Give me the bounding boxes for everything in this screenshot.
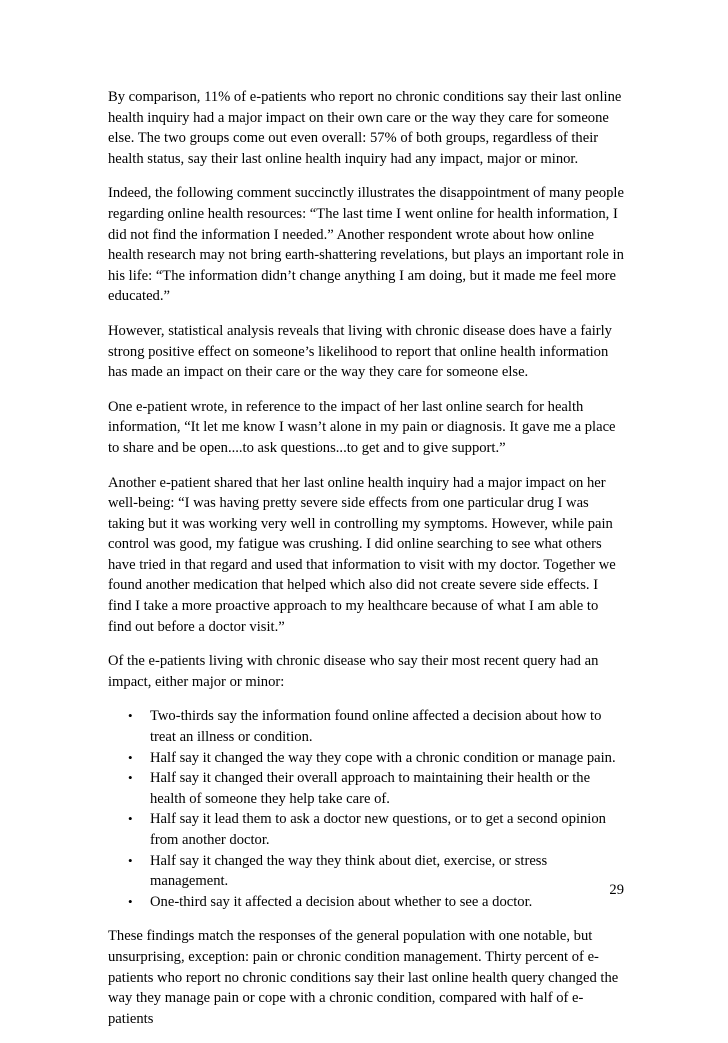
paragraph-bullet-intro: Of the e-patients living with chronic disease who say their most recent query had an impact, either major or minor:	[108, 653, 599, 690]
paragraph-side-effects-quote: Another e-patient shared that her last online health inquiry had a major impact on her well-being: “I was having pretty severe side effects from one particular drug I was taking but it was working very well in controlling my symptoms. However, while pain control was good, my fatigue was crushing. I did online searching to see what others have tried in that regard and used that information to visit with my doctor. Together we found another medication that helped which also did not create severe side effects. I find I take a more proactive approach to my healthcare because of what I am able to find out before a doctor visit.”	[108, 474, 616, 635]
list-item-text: Half say it changed the way they think about diet, exercise, or stress management.	[150, 852, 548, 890]
bullet-icon: •	[128, 770, 133, 786]
bullet-icon: •	[128, 708, 133, 724]
paragraph-statistical-analysis: However, statistical analysis reveals that living with chronic disease does have a fairly strong positive effect on someone’s likelihood to report that online health information has made an impact on their care or the way they care for someone else.	[108, 322, 612, 381]
list-item	[128, 768, 624, 809]
bullet-icon: •	[128, 893, 133, 909]
bullet-icon: •	[128, 852, 133, 868]
list-item-text: Two-thirds say the information found online affected a decision about how to treat an illness or condition.	[150, 708, 602, 746]
list-item-text: One-third say it affected a decision about whether to see a doctor.	[150, 893, 533, 910]
impact-bullet-list	[108, 706, 624, 912]
paragraph-disappointment: Indeed, the following comment succinctly illustrates the disappointment of many people regarding online health resources: “The last time I went online for health information, I did not find the information I needed.” Another respondent wrote about how online health research may not bring earth-shattering revelations, but plays an important role in his life: “The information didn’t change anything I am doing, but it made me feel more educated.”	[108, 185, 624, 305]
paragraph-comparison: By comparison, 11% of e-patients who report no chronic conditions say their last online health inquiry had a major impact on their own care or the way they care for someone else. The two groups come out even overall: 57% of both groups, regardless of their health status, say their last online health inquiry had any impact, major or minor.	[108, 89, 622, 167]
list-item-text: Half say it changed the way they cope with a chronic condition or manage pain.	[150, 749, 616, 766]
document-body	[108, 87, 624, 1043]
list-item	[128, 892, 624, 913]
bullet-icon: •	[128, 749, 133, 765]
bullet-icon: •	[128, 811, 133, 827]
list-item	[128, 851, 624, 892]
list-item	[128, 706, 624, 747]
list-item	[128, 748, 624, 769]
paragraph-findings: These findings match the responses of the general population with one notable, but unsurprising, exception: pain or chronic condition management. Thirty percent of e-patients who report no chronic conditions say their last online health query changed the way they manage pain or cope with a chronic condition, compared with half of e-patients	[108, 928, 619, 1027]
list-item-text: Half say it lead them to ask a doctor new questions, or to get a second opinion from another doctor.	[150, 811, 606, 848]
list-item-text: Half say it changed their overall approach to maintaining their health or the health of someone they help take care of.	[150, 770, 591, 807]
paragraph-not-alone-quote: One e-patient wrote, in reference to the impact of her last online search for health information, “It let me know I wasn’t alone in my pain or diagnosis. It gave me a place to share and be open....to ask questions...to get and to give support.”	[108, 398, 616, 456]
page-number: 29	[609, 882, 624, 898]
list-item	[128, 809, 624, 850]
